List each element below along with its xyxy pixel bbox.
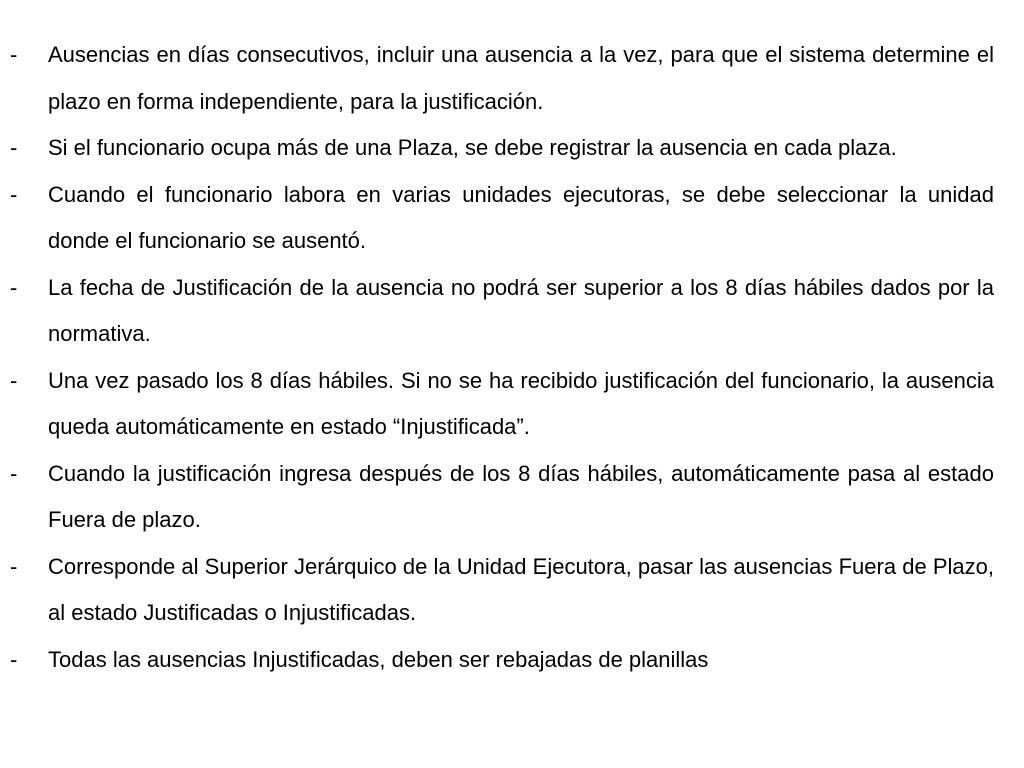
bullet-dash: - bbox=[10, 553, 18, 579]
bullet-text: Cuando la justificación ingresa después de los 8 días hábiles, automáticamente pasa al estado Fuera de plazo. bbox=[48, 460, 994, 532]
bullet-item-3 bbox=[0, 172, 1024, 265]
bullet-dash: - bbox=[10, 274, 18, 300]
bullet-dash: - bbox=[10, 367, 18, 393]
bullet-text: Corresponde al Superior Jerárquico de la Unidad Ejecutora, pasar las ausencias Fuera de Plazo, al estado Justificadas o Injustificadas. bbox=[48, 553, 994, 625]
bullet-item-5 bbox=[0, 358, 1024, 451]
bullet-list bbox=[0, 32, 1024, 683]
bullet-text: Si el funcionario ocupa más de una Plaza, se debe registrar la ausencia en cada plaza. bbox=[48, 135, 897, 160]
bullet-text: Cuando el funcionario labora en varias unidades ejecutoras, se debe seleccionar la unidad donde el funcionario se ausentó. bbox=[48, 181, 994, 253]
bullet-item-1 bbox=[0, 32, 1024, 125]
bullet-dash: - bbox=[10, 460, 18, 486]
bullet-item-2 bbox=[0, 125, 1024, 172]
bullet-item-8 bbox=[0, 637, 1024, 684]
bullet-dash: - bbox=[10, 181, 18, 207]
bullet-item-4 bbox=[0, 265, 1024, 358]
bullet-item-7 bbox=[0, 544, 1024, 637]
bullet-dash: - bbox=[10, 646, 18, 672]
bullet-dash: - bbox=[10, 42, 18, 67]
bullet-text: Una vez pasado los 8 días hábiles. Si no se ha recibido justificación del funcionario, la ausencia queda automáticamente en estado “Injustificada”. bbox=[48, 367, 994, 439]
bullet-item-6 bbox=[0, 451, 1024, 544]
bullet-text: La fecha de Justificación de la ausencia no podrá ser superior a los 8 días hábiles dados por la normativa. bbox=[48, 274, 994, 346]
bullet-text: Ausencias en días consecutivos, incluir una ausencia a la vez, para que el sistema determine el plazo en forma independiente, para la justificación. bbox=[48, 42, 994, 114]
bullet-dash: - bbox=[10, 135, 18, 160]
bullet-text: Todas las ausencias Injustificadas, deben ser rebajadas de planillas bbox=[48, 646, 709, 672]
